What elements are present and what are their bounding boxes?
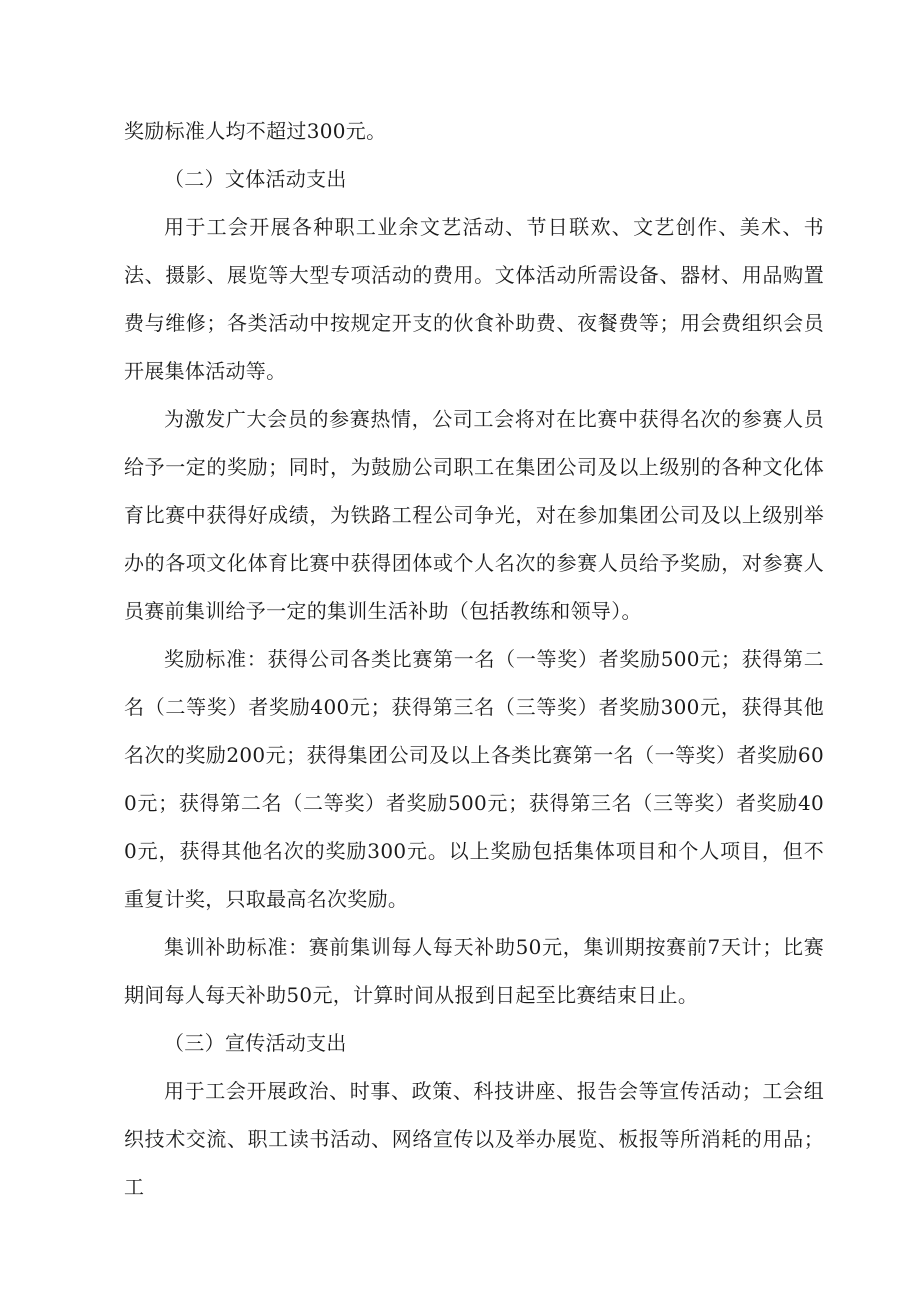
paragraph-award-limit: 奖励标准人均不超过300元。 [124, 119, 387, 143]
paragraph-culture-sports-usage: 用于工会开展各种职工业余文艺活动、节日联欢、文艺创作、美术、书法、摄影、展览等大型专项活动的费用。文体活动所需设备、器材、用品购置费与维修；各类活动中按规定开支的伙食补助费、夜餐费等；用会费组织会员开展集体活动等。 [124, 215, 824, 383]
section-heading-culture-sports: （二）文体活动支出 [164, 167, 347, 191]
paragraph-publicity-usage: 用于工会开展政治、时事、政策、科技讲座、报告会等宣传活动；工会组织技术交流、职工读书活动、网络宣传以及举办展览、板报等所消耗的用品；工 [124, 1079, 824, 1199]
paragraph-training-subsidy: 集训补助标准：赛前集训每人每天补助50元，集训期按赛前7天计；比赛期间每人每天补助50元，计算时间从报到日起至比赛结束日止。 [124, 935, 824, 1007]
document-body [124, 107, 824, 1211]
section-heading-publicity: （三）宣传活动支出 [164, 1031, 347, 1055]
paragraph-award-standards: 奖励标准：获得公司各类比赛第一名（一等奖）者奖励500元；获得第二名（二等奖）者奖励400元；获得第三名（三等奖）者奖励300元，获得其他名次的奖励200元；获得集团公司及以上各类比赛第一名（一等奖）者奖励600元；获得第二名（二等奖）者奖励500元；获得第三名（三等奖）者奖励400元，获得其他名次的奖励300元。以上奖励包括集体项目和个人项目，但不重复计奖，只取最高名次奖励。 [124, 647, 824, 911]
paragraph-competition-encouragement: 为激发广大会员的参赛热情，公司工会将对在比赛中获得名次的参赛人员给予一定的奖励；同时，为鼓励公司职工在集团公司及以上级别的各种文化体育比赛中获得好成绩，为铁路工程公司争光，对在参加集团公司及以上级别举办的各项文化体育比赛中获得团体或个人名次的参赛人员给予奖励，对参赛人员赛前集训给予一定的集训生活补助（包括教练和领导）。 [124, 407, 824, 623]
